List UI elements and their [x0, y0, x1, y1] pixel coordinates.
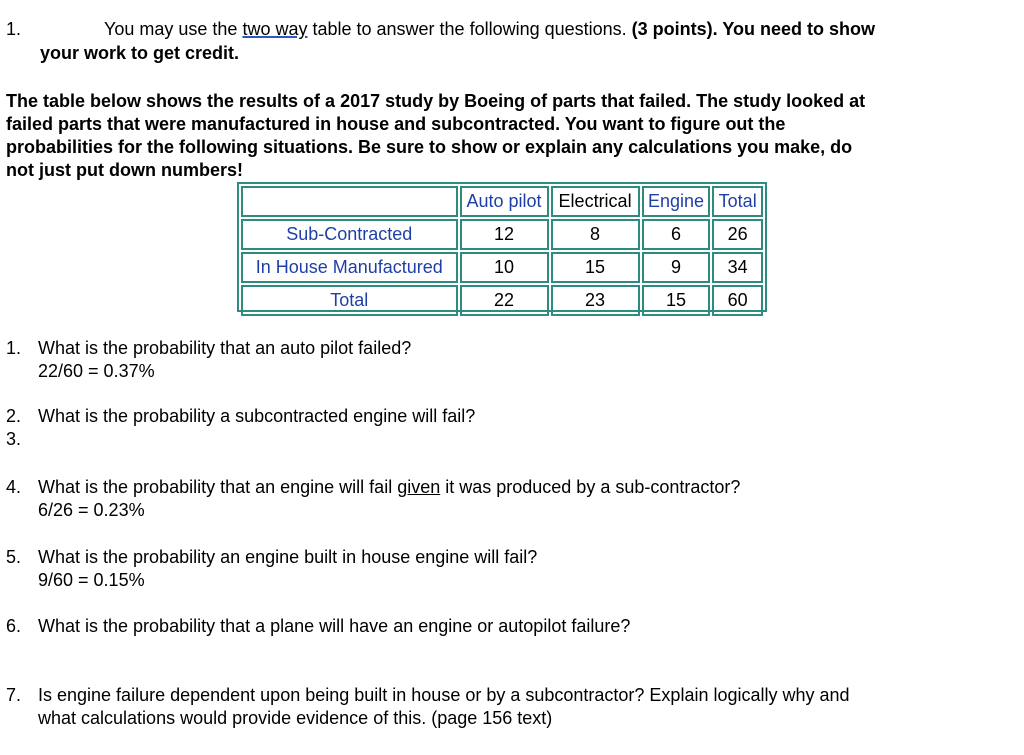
- question-number: 3.: [6, 429, 22, 449]
- question-number: 2.: [6, 406, 22, 426]
- question-answer: 9/60 = 0.15%: [38, 570, 145, 590]
- table-header-cell: Engine: [642, 186, 711, 217]
- table-row: [241, 252, 763, 283]
- table-header-cell: [241, 186, 458, 217]
- question-text-post: it was produced by a sub-contractor?: [440, 477, 741, 497]
- table-cell: 26: [712, 219, 763, 250]
- intro-number: 1.: [6, 19, 22, 39]
- question-6: [6, 615, 1006, 639]
- table-cell: 23: [551, 285, 640, 316]
- intro-line: [104, 17, 875, 41]
- intro-pre: You may use the: [104, 19, 243, 39]
- table-row: [241, 219, 763, 250]
- table-cell: 8: [551, 219, 640, 250]
- question-text: [38, 476, 740, 499]
- intro-post: table to answer the following questions.: [307, 19, 632, 39]
- question-answer: 6/26 = 0.23%: [38, 500, 145, 520]
- table-cell: 10: [460, 252, 549, 283]
- table-cell: 15: [551, 252, 640, 283]
- question-number: 1.: [6, 338, 22, 358]
- question-number: 7.: [6, 685, 22, 705]
- table-row: [241, 285, 763, 316]
- description-line-4: not just put down numbers!: [6, 160, 243, 180]
- table-cell: 12: [460, 219, 549, 250]
- question-4: [6, 476, 1006, 524]
- question-3: [6, 428, 1006, 452]
- two-way-link[interactable]: two way: [242, 19, 308, 39]
- table-header-cell: Electrical: [551, 186, 640, 217]
- question-text-given: given: [397, 477, 441, 497]
- two-way-table: [237, 182, 767, 312]
- table-cell: 9: [642, 252, 711, 283]
- table-cell: 34: [712, 252, 763, 283]
- question-text-line-2: what calculations would provide evidence of this. (page 156 text): [38, 708, 553, 728]
- description-line-1: The table below shows the results of a 2017 study by Boeing of parts that failed. The study looked at: [6, 91, 866, 111]
- question-answer: 22/60 = 0.37%: [38, 361, 155, 381]
- question-text: What is the probability a subcontracted engine will fail?: [38, 406, 476, 426]
- question-text: What is the probability that an auto pilot failed?: [38, 338, 412, 358]
- question-5: [6, 546, 1006, 594]
- table-header-cell: Auto pilot: [460, 186, 549, 217]
- description-line-3: probabilities for the following situations. Be sure to show or explain any calculations you make, do: [6, 137, 853, 157]
- question-text-line-1: Is engine failure dependent upon being built in house or by a subcontractor? Explain logically why and: [38, 685, 850, 705]
- question-text: What is the probability an engine built in house engine will fail?: [38, 547, 538, 567]
- question-7: [6, 684, 1016, 732]
- table-row-label: Total: [241, 285, 458, 316]
- question-text: What is the probability that a plane will have an engine or autopilot failure?: [38, 616, 631, 636]
- table-row-label: In House Manufactured: [241, 252, 458, 283]
- two-way-table-grid: [239, 184, 765, 318]
- description-line-2: failed parts that were manufactured in house and subcontracted. You want to figure out the: [6, 114, 786, 134]
- question-text-pre: What is the probability that an engine will fail: [38, 477, 398, 497]
- question-number: 5.: [6, 547, 22, 567]
- question-2: [6, 405, 1006, 429]
- table-cell: 15: [642, 285, 711, 316]
- table-row-label: Sub-Contracted: [241, 219, 458, 250]
- table-cell: 6: [642, 219, 711, 250]
- question-number: 4.: [6, 477, 22, 497]
- intro-line-2: your work to get credit.: [40, 43, 240, 63]
- table-header-cell: Total: [712, 186, 763, 217]
- table-header-row: [241, 186, 763, 217]
- question-1: [6, 337, 1006, 385]
- table-cell: 22: [460, 285, 549, 316]
- intro-points: (3 points). You need to show: [631, 19, 876, 39]
- question-number: 6.: [6, 616, 22, 636]
- table-cell: 60: [712, 285, 763, 316]
